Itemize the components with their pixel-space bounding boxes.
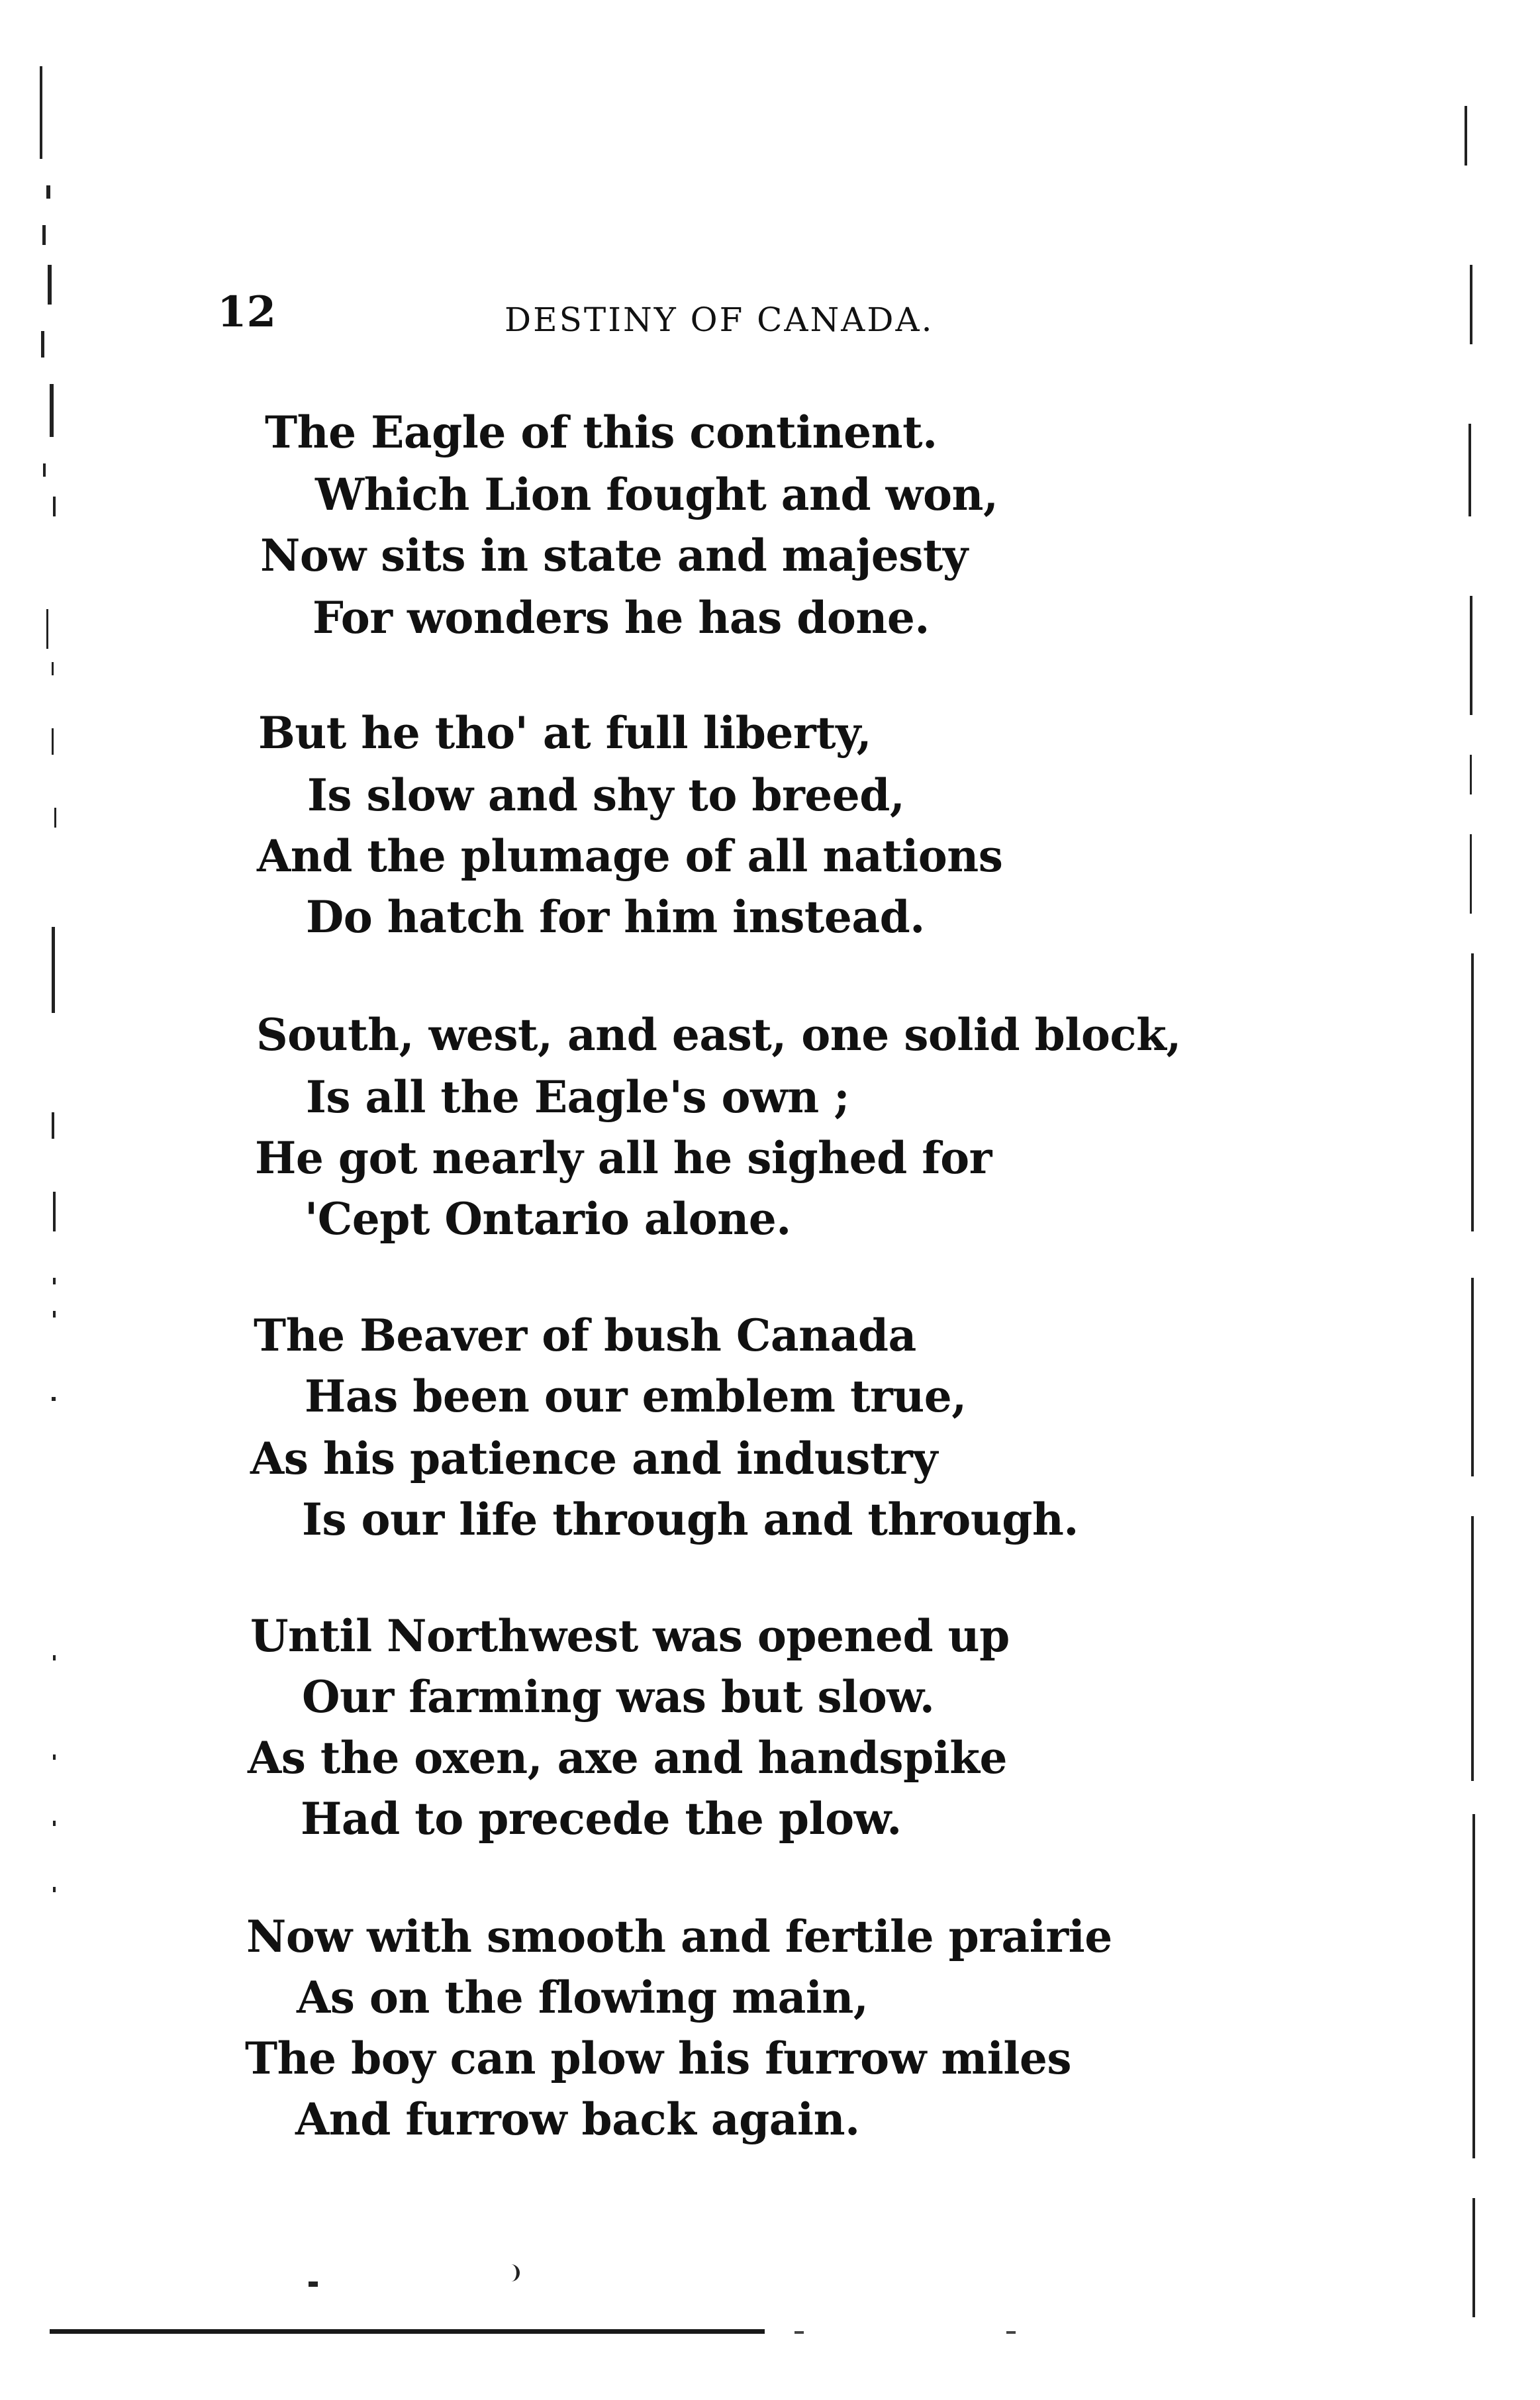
verse-line: And the plumage of all nations (257, 830, 1003, 882)
verse-line: Now with smooth and fertile prairie (246, 1911, 1112, 1962)
verse-line: As his patience and industry (250, 1433, 938, 1484)
verse-line: But he tho' at full liberty, (258, 707, 872, 759)
running-title: DESTINY OF CANADA. (505, 301, 934, 339)
verse-line: Has been our emblem true, (305, 1370, 967, 1422)
verse-line: As the oxen, axe and handspike (248, 1732, 1008, 1784)
verse-line: The Eagle of this continent. (265, 407, 938, 458)
verse-line: For wonders he has done. (313, 592, 930, 644)
verse-line: 'Cept Ontario alone. (305, 1193, 791, 1245)
right-margin-scan-artifacts (1457, 93, 1483, 2278)
ink-speck (309, 2281, 318, 2287)
verse-line: The boy can plow his furrow miles (245, 2033, 1072, 2084)
verse-line: As on the flowing main, (297, 1972, 869, 2023)
verse-line: He got nearly all he sighed for (255, 1132, 992, 1184)
verse-line: Is slow and shy to breed, (307, 769, 905, 821)
footer-dash (794, 2331, 804, 2334)
verse-line: Do hatch for him instead. (306, 891, 925, 943)
verse-line: Now sits in state and majesty (260, 530, 968, 581)
verse-line: South, west, and east, one solid block, (256, 1009, 1181, 1061)
verse-line: Is our life through and through. (302, 1494, 1079, 1545)
footer-rule (50, 2329, 765, 2334)
page-number: 12 (217, 287, 277, 337)
ink-speck (503, 2264, 520, 2281)
left-margin-scan-artifacts (33, 66, 66, 1920)
verse-line: Our farming was but slow. (302, 1671, 935, 1723)
verse-line: And furrow back again. (295, 2093, 860, 2145)
verse-line: Which Lion fought and won, (315, 469, 998, 520)
verse-line: Had to precede the plow. (301, 1793, 902, 1845)
verse-line: Is all the Eagle's own ; (306, 1071, 850, 1123)
verse-line: Until Northwest was opened up (250, 1610, 1010, 1662)
footer-dash (1006, 2331, 1016, 2334)
verse-line: The Beaver of bush Canada (254, 1310, 916, 1361)
